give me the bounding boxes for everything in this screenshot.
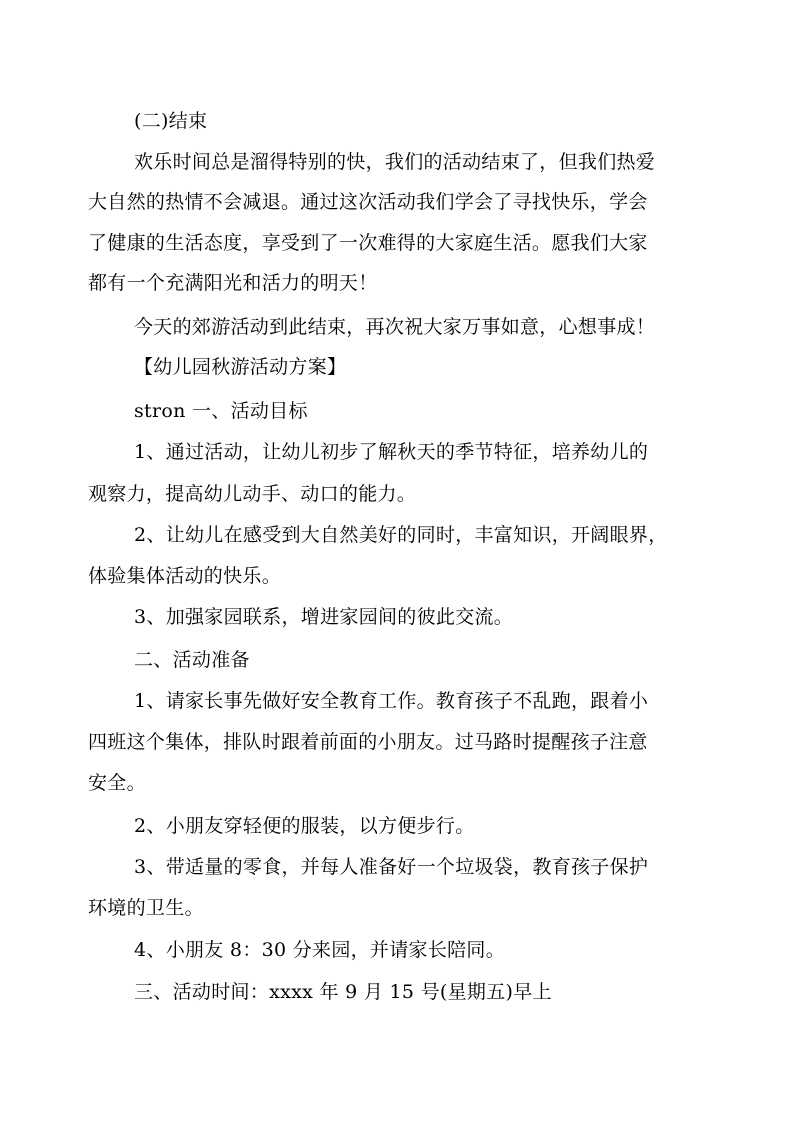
list-item-continuation: 安全。 [88,772,146,794]
paragraph-line: 大自然的热情不会减退。通过这次活动我们学会了寻找快乐，学会 [88,191,648,213]
list-item: 4、小朋友 8：30 分来园，并请家长陪同。 [134,939,506,961]
list-item: 1、通过活动，让幼儿初步了解秋天的季节特征，培养幼儿的 [134,441,649,463]
paragraph-line: 今天的郊游活动到此结束，再次祝大家万事如意，心想事成！ [134,316,656,338]
list-item-continuation: 体验集体活动的快乐。 [88,565,282,587]
list-item: 1、请家长事先做好安全教育工作。教育孩子不乱跑，跟着小 [134,690,649,712]
section-heading-goals: stron 一、活动目标 [134,400,308,422]
list-item: 2、让幼儿在感受到大自然美好的同时，丰富知识，开阔眼界， [134,524,668,546]
list-item: 3、加强家园联系，增进家园间的彼此交流。 [134,606,514,628]
list-item: 3、带适量的零食，并每人准备好一个垃圾袋，教育孩子保护 [134,856,649,878]
list-item-continuation: 环境的卫生。 [88,897,204,919]
paragraph-line: 了健康的生活态度，享受到了一次难得的大家庭生活。愿我们大家 [88,232,648,254]
list-item: 2、小朋友穿轻便的服装，以方便步行。 [134,815,475,837]
paragraph-line: 欢乐时间总是溜得特别的快，我们的活动结束了，但我们热爱 [134,151,656,173]
section-heading-time: 三、活动时间：xxxx 年 9 月 15 号(星期五)早上 [134,981,552,1003]
list-item-continuation: 四班这个集体，排队时跟着前面的小朋友。过马路时提醒孩子注意 [88,731,648,753]
plan-title: 【幼儿园秋游活动方案】 [134,356,347,378]
list-item-continuation: 观察力，提高幼儿动手、动口的能力。 [88,483,417,505]
section-heading-end: (二)结束 [134,110,208,132]
paragraph-line: 都有一个充满阳光和活力的明天！ [88,272,378,294]
section-heading-preparation: 二、活动准备 [134,649,250,671]
